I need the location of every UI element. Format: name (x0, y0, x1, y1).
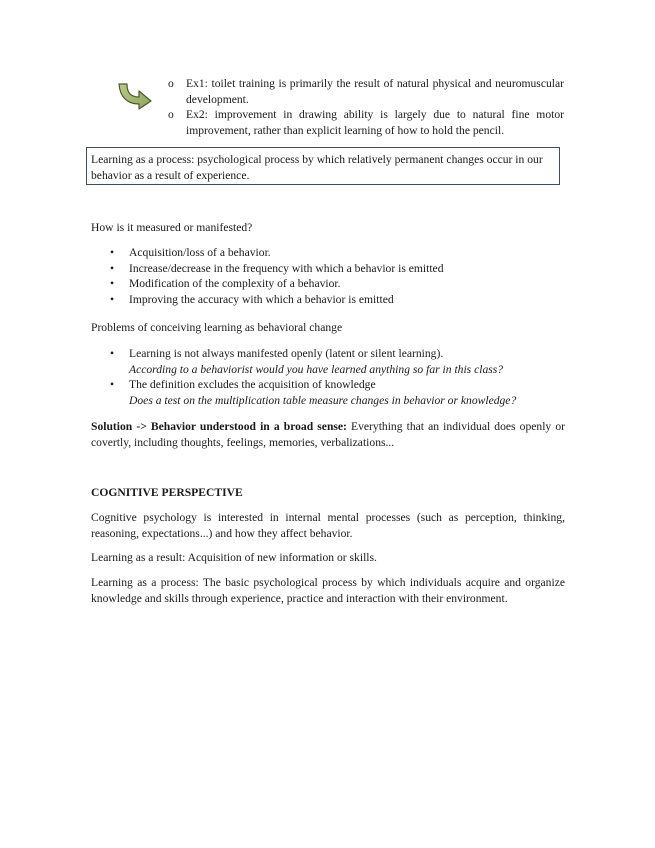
bullet-marker: • (110, 277, 115, 290)
solution-paragraph (91, 419, 565, 450)
result-paragraph: Learning as a result: Acquisition of new information or skills. (91, 551, 377, 564)
list-item (108, 346, 568, 377)
problem-question: According to a behaviorist would you have learned anything so far in this class? (129, 362, 504, 376)
definition-text: Learning as a process: psychological process by which relatively permanent changes occur in our behavior as a result of experience. (91, 153, 543, 182)
problems-heading: Problems of conceiving learning as behavioral change (91, 321, 343, 334)
bullet-marker: • (110, 246, 115, 259)
definition-box (86, 147, 560, 185)
problem-text: The definition excludes the acquisition of knowledge (129, 378, 376, 391)
bullet-marker: • (110, 347, 115, 360)
list-item (108, 261, 568, 277)
problems-list (108, 346, 568, 408)
example-list (166, 76, 564, 138)
problem-text: Learning is not always manifested openly (latent or silent learning). (129, 347, 444, 360)
example-text: Ex2: improvement in drawing ability is largely due to natural fine motor improvement, rather than explicit learning of how to hold the pencil. (186, 108, 564, 137)
solution-lead: Solution -> Behavior understood in a broad sense: (91, 420, 347, 433)
list-item-text: Acquisition/loss of a behavior. (129, 246, 271, 259)
list-item (108, 245, 568, 261)
curved-arrow-icon (117, 82, 153, 110)
cognitive-paragraph: Cognitive psychology is interested in internal mental processes (such as perception, thinking, reasoning, expectations...) and how they affect behavior. (91, 511, 565, 540)
section-heading: COGNITIVE PERSPECTIVE (91, 486, 243, 499)
measured-list (108, 245, 568, 307)
list-marker: o (168, 108, 174, 121)
list-item (108, 276, 568, 292)
list-item (166, 76, 564, 107)
bullet-marker: • (110, 378, 115, 391)
problem-question: Does a test on the multiplication table measure changes in behavior or knowledge? (129, 393, 517, 407)
list-item-text: Modification of the complexity of a behavior. (129, 277, 341, 290)
list-item (108, 377, 568, 408)
measured-question: How is it measured or manifested? (91, 221, 253, 234)
bullet-marker: • (110, 261, 115, 275)
example-text: Ex1: toilet training is primarily the result of natural physical and neuromuscular development. (186, 77, 564, 106)
list-item (108, 292, 568, 308)
list-item-text: Increase/decrease in the frequency with which a behavior is emitted (129, 261, 444, 275)
bullet-marker: • (110, 292, 115, 306)
process-paragraph: Learning as a process: The basic psychological process by which individuals acquire and organize knowledge and skills through experience, practice and interaction with their environment. (91, 576, 565, 605)
list-marker: o (168, 77, 174, 90)
solution-text: Everything that an individual does openly or covertly, including thoughts, feelings, memories, verbalizations... (91, 420, 565, 449)
list-item (166, 107, 564, 138)
list-item-text: Improving the accuracy with which a behavior is emitted (129, 292, 394, 306)
